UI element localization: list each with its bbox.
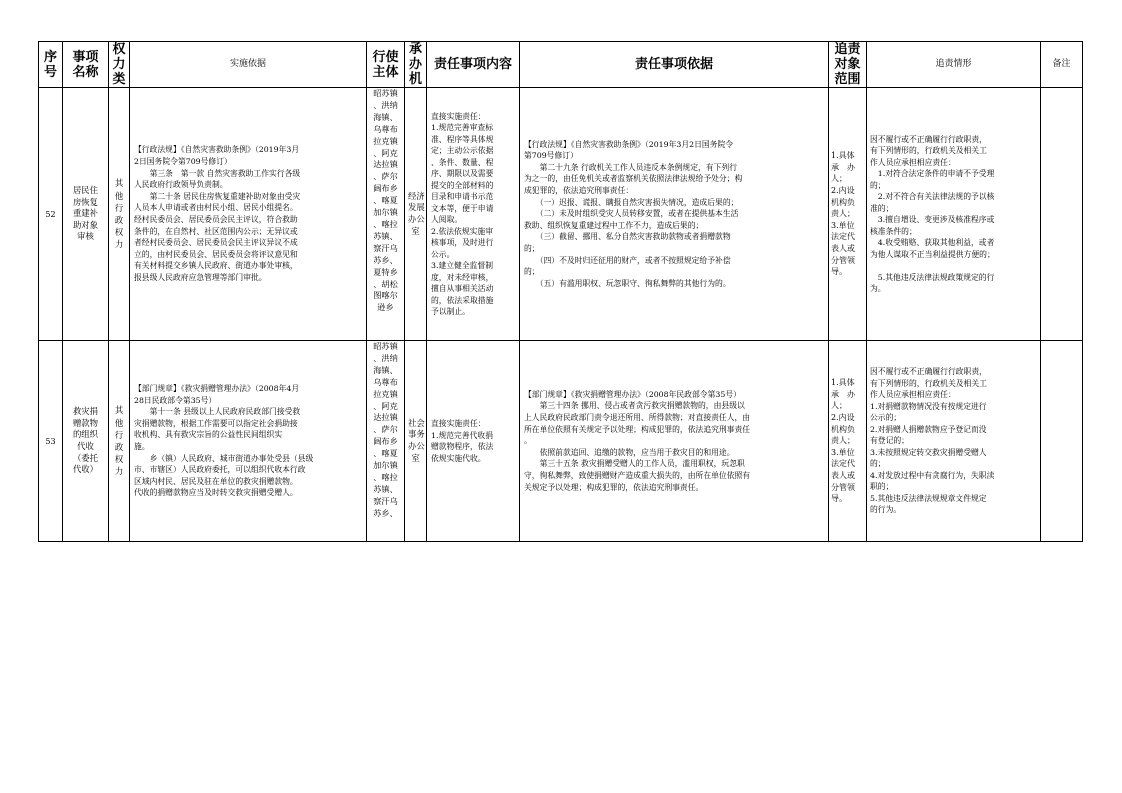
power-type-line: 政 bbox=[114, 442, 124, 452]
header-object-line: 范围 bbox=[834, 72, 861, 87]
responsibility-basis-line: 【行政法规】《自然灾害救助条例》（2019年3月2日国务院令 bbox=[524, 139, 734, 149]
accountability-cases-line: 作人员应承担相应责任： bbox=[870, 390, 956, 400]
accountability-cases-line: 的； bbox=[870, 180, 886, 190]
item-name-line: 代收 bbox=[77, 441, 94, 451]
implementation-basis-line: 收机构、具有救灾宗旨的公益性民间组织实 bbox=[134, 430, 283, 440]
accountability-cases-line: 4.对发放过程中有贪腐行为，失职渎 bbox=[870, 470, 995, 480]
responsibility-basis-line: 上人民政府民政部门责令退还所用、所得款物；对直接责任人，由 bbox=[524, 413, 751, 423]
header-no-line: 序 bbox=[43, 49, 57, 65]
accountability-object-line: 承 办 bbox=[831, 389, 855, 399]
executing-subject-line: 苏镇、 bbox=[373, 230, 398, 241]
power-type-line: 政 bbox=[114, 215, 124, 225]
implementation-basis-line: 有关材料提交乡镇人民政府、街道办事处审核， bbox=[134, 261, 298, 271]
responsibility-content-line: 赠款物程序，依法 bbox=[431, 442, 494, 451]
responsibility-basis-line: 成犯罪的，依法追究刑事责任： bbox=[524, 186, 634, 196]
implementation-basis-line: 人员本人申请或者由村民小组、居民小组提名。 bbox=[134, 203, 298, 213]
accountability-object-line: 法定代 bbox=[831, 459, 855, 469]
accountability-object-line: 3.单位 bbox=[831, 447, 855, 457]
executing-subject-line: 海镇、 bbox=[373, 111, 398, 122]
responsibility-content-line: 准、程序等具体规 bbox=[431, 134, 494, 144]
responsibility-content-cell bbox=[427, 88, 520, 341]
executing-subject-line: 乌尊布 bbox=[373, 123, 398, 134]
accountability-cases-line: 3.未按照规定转交救灾捐赠受赠人 bbox=[870, 447, 987, 457]
accountability-object-line: 1.具体 bbox=[831, 378, 855, 388]
accountability-object-line: 表人或 bbox=[831, 470, 855, 480]
handling-department-line: 室 bbox=[411, 225, 420, 236]
item-name-line: 代收） bbox=[72, 464, 99, 475]
responsibility-content-line: 3.建立健全监督制 bbox=[431, 261, 494, 270]
accountability-cases-line: 因不履行或不正确履行行政职责， bbox=[870, 134, 987, 144]
responsibility-list-sheet bbox=[38, 41, 1082, 542]
executing-subject-line: 昭苏镇 bbox=[373, 341, 398, 351]
power-type-cell bbox=[109, 341, 130, 542]
accountability-cases-line: 为。 bbox=[870, 284, 886, 293]
executing-subject-line: 、喀夏 bbox=[373, 448, 398, 459]
accountability-cases-line: 有下列情形的，行政机关及相关工 bbox=[870, 146, 987, 155]
responsibility-basis-line: 【部门规章】《救灾捐赠管理办法》（2008年民政部令第35号） bbox=[524, 389, 741, 399]
header-power-type bbox=[109, 42, 130, 88]
accountability-object-line: 机构负 bbox=[831, 197, 855, 207]
power-type-line: 权 bbox=[114, 227, 124, 238]
accountability-object-line: 责人； bbox=[831, 436, 855, 446]
accountability-cases-cell bbox=[867, 341, 1041, 542]
implementation-basis-line: 乡（镇）人民政府、城市街道办事处受县（县级 bbox=[134, 453, 314, 463]
responsibility-basis-line: 的； bbox=[524, 243, 540, 253]
accountability-cases-line: 核准条件的； bbox=[870, 226, 917, 236]
accountability-cases-line: 5.其他违反法律法规政策规定的行 bbox=[870, 272, 995, 282]
item-name-line: （委托 bbox=[72, 452, 99, 463]
power-type-line: 力 bbox=[114, 466, 124, 477]
responsibility-content-line: 公示。 bbox=[431, 249, 455, 259]
power-type-line: 其 bbox=[114, 405, 124, 416]
accountability-cases-line: 为他人谋取不正当利益提供方便的； bbox=[870, 249, 995, 259]
accountability-object-line: 法定代 bbox=[831, 232, 855, 242]
responsibility-content-line: 人阅取。 bbox=[431, 215, 463, 224]
responsibility-basis-line: 第709号修订） bbox=[524, 151, 578, 161]
item-name-line: 救灾捐 bbox=[72, 406, 99, 417]
accountability-cases-line: 5.其他违反法律法规规章文件规定 bbox=[870, 493, 987, 503]
executing-subject-line: 、萨尔 bbox=[373, 424, 398, 435]
accountability-object-cell bbox=[829, 88, 867, 341]
executing-subject-line: 察汗乌 bbox=[373, 242, 398, 253]
executing-subject-line: 、洪纳 bbox=[373, 352, 398, 363]
remark-cell bbox=[1041, 88, 1083, 341]
accountability-object-line: 1.具体 bbox=[831, 151, 855, 161]
accountability-object-line: 表人或 bbox=[831, 243, 855, 253]
accountability-object-line: 承 办 bbox=[831, 162, 855, 172]
item-name-line: 居民住 bbox=[72, 185, 99, 196]
power-type-line: 其 bbox=[114, 178, 124, 189]
executing-subject-line: 、喀拉 bbox=[373, 471, 398, 482]
power-type-line: 他 bbox=[114, 190, 124, 201]
accountability-cases-line: 准的； bbox=[870, 203, 894, 213]
remark-cell bbox=[1041, 341, 1083, 542]
item-name-cell bbox=[63, 341, 109, 542]
item-name-line: 赠款物 bbox=[72, 417, 99, 428]
implementation-basis-line: 28日民政部令第35号） bbox=[134, 395, 217, 405]
handling-department-line: 发展 bbox=[408, 202, 425, 213]
handling-department-line: 经济 bbox=[408, 190, 425, 201]
responsibility-basis-line: （一）迟报、谎报、瞒报自然灾害损失情况，造成后果的； bbox=[524, 197, 739, 207]
implementation-basis-line: 人民政府行政领导负责制。 bbox=[134, 180, 228, 190]
executing-subject-line: 、萨尔 bbox=[373, 171, 398, 182]
responsibility-content-line: 擅自从事相关活动 bbox=[431, 284, 494, 293]
power-type-line: 他 bbox=[114, 417, 124, 428]
header-resp-basis: 责任事项依据 bbox=[520, 42, 829, 88]
handling-department-cell bbox=[405, 341, 427, 542]
accountability-object-line: 机构负 bbox=[831, 424, 855, 434]
responsibility-content-line: 文本等，便于申请 bbox=[431, 203, 494, 213]
responsibility-basis-line: （二）未及时组织受灾人员转移安置，或者在提供基本生活 bbox=[524, 209, 739, 219]
responsibility-basis-line: 关规定予以处理；构成犯罪的，依法追究刑事责任。 bbox=[524, 482, 704, 492]
item-name-line: 审核 bbox=[77, 231, 94, 242]
power-type-cell bbox=[109, 88, 130, 341]
item-number-cell: 53 bbox=[39, 341, 63, 542]
responsibility-content-line: 直接实施责任： bbox=[431, 419, 486, 428]
item-name-cell bbox=[63, 88, 109, 341]
header-department bbox=[405, 42, 427, 88]
responsibility-content-line: 直接实施责任： bbox=[431, 111, 486, 121]
handling-department-line: 社会 bbox=[408, 417, 425, 428]
header-basis: 实施依据 bbox=[130, 42, 367, 88]
implementation-basis-line: 区域内村民、居民及驻在单位的救灾捐赠款物。 bbox=[134, 476, 298, 486]
executing-subject-cell bbox=[367, 341, 405, 542]
executing-subject-line: 海镇、 bbox=[373, 364, 398, 375]
implementation-basis-line: 第二十条 居民住房恢复重建补助对象由受灾 bbox=[134, 191, 301, 201]
responsibility-basis-line: 的； bbox=[524, 267, 540, 277]
header-remark: 备注 bbox=[1041, 42, 1083, 88]
responsibility-content-line: 1.规范完善代收捐 bbox=[431, 430, 494, 440]
power-type-line: 行 bbox=[114, 202, 124, 213]
responsibility-basis-line: 第三十五条 救灾捐赠受赠人的工作人员，滥用职权，玩忽职 bbox=[524, 459, 745, 469]
handling-department-line: 办公 bbox=[408, 441, 425, 451]
responsibility-content-line: 度，对未经审核， bbox=[431, 272, 494, 282]
accountability-object-line: 分管领 bbox=[831, 255, 855, 265]
handling-department-line: 事务 bbox=[408, 429, 425, 440]
accountability-object-line: 人； bbox=[831, 401, 847, 411]
accountability-cases-line: 3.擅自增设、变更涉及核准程序或 bbox=[870, 215, 995, 224]
implementation-basis-line: 【行政法规】《自然灾害救助条例》（2019年3月 bbox=[134, 145, 300, 155]
accountability-cases-line: 2.对捐赠人捐赠款物应予登记而没 bbox=[870, 424, 987, 434]
header-item-name-line: 名称 bbox=[72, 64, 99, 80]
responsibility-content-line: 定；主动公示依据 bbox=[431, 146, 494, 155]
responsibility-content-line: 依规实施代收。 bbox=[431, 453, 486, 463]
responsibility-content-line: 予以制止。 bbox=[431, 307, 470, 316]
table-row bbox=[39, 341, 1083, 542]
header-department-line: 承 bbox=[408, 42, 422, 57]
executing-subject-line: 苏乡、 bbox=[373, 254, 398, 265]
accountability-cases-line: 2.对不符合有关法律法规的予以核 bbox=[870, 192, 995, 201]
item-name-line: 重建补 bbox=[72, 208, 99, 219]
executing-subject-line: 拉克镇 bbox=[373, 135, 398, 146]
accountability-object-line: 3.单位 bbox=[831, 220, 855, 230]
responsibility-content-line: 目录和申请书示范 bbox=[431, 192, 494, 201]
implementation-basis-line: 灾捐赠款物，根据工作需要可以指定社会捐助接 bbox=[134, 418, 298, 428]
header-cases: 追责情形 bbox=[867, 42, 1041, 88]
responsibility-basis-line: 所在单位依照有关规定予以处理；构成犯罪的，依法追究刑事责任 bbox=[524, 424, 751, 434]
header-power-type-line: 类 bbox=[112, 72, 126, 87]
executing-subject-line: 阔布乡 bbox=[373, 183, 398, 194]
responsibility-content-line: 1.规范完善审查标 bbox=[431, 123, 494, 132]
accountability-cases-line: 有登记的； bbox=[870, 436, 909, 446]
responsibility-basis-line: 救助、组织恢复重建过程中工作不力，造成后果的； bbox=[524, 220, 704, 230]
accountability-cases-line: 公示的； bbox=[870, 413, 902, 423]
responsibility-content-line: 提交的全部材料的 bbox=[431, 180, 494, 190]
implementation-basis-line: 代收的捐赠款物应当及时转交救灾捐赠受赠人。 bbox=[134, 488, 298, 498]
implementation-basis-line: 【部门规章】《救灾捐赠管理办法》（2008年4月 bbox=[134, 384, 300, 394]
implementation-basis-line: 立的，由村民委员会、居民委员会将评议意见和 bbox=[134, 249, 298, 259]
header-power-type-line: 权力 bbox=[112, 42, 126, 72]
header-subject-line: 主体 bbox=[372, 64, 399, 80]
header-subject bbox=[367, 42, 405, 88]
implementation-basis-line: 条件的，在自然村、社区范围内公示；无异议或 bbox=[134, 226, 298, 236]
header-no bbox=[39, 42, 63, 88]
accountability-cases-line: 4.收受贿赂、获取其他利益，或者 bbox=[870, 238, 995, 247]
accountability-object-line: 分管领 bbox=[831, 482, 855, 492]
accountability-object-line: 责人； bbox=[831, 209, 855, 219]
header-object-line: 对象 bbox=[834, 57, 861, 72]
header-department-line: 办 bbox=[408, 57, 422, 72]
responsibility-basis-line: 守，徇私舞弊，致使捐赠财产造成重大损失的，由所在单位依照有 bbox=[524, 470, 751, 480]
accountability-cases-line: 的； bbox=[870, 459, 886, 469]
implementation-basis-line: 经村民委员会、居民委员会民主评议，符合救助 bbox=[134, 215, 298, 224]
executing-subject-line: 加尔镇 bbox=[373, 460, 398, 471]
implementation-basis-line: 者经村民委员会、居民委员会民主评议异议不成 bbox=[134, 238, 298, 248]
responsibility-basis-line: 为之一的，由任免机关或者监察机关依照法律法规给予处分；构 bbox=[524, 174, 743, 184]
accountability-cases-line: 1.对符合法定条件的申请不予受理 bbox=[870, 169, 995, 178]
header-row bbox=[39, 42, 1083, 88]
implementation-basis-line: 第十一条 县级以上人民政府民政部门接受救 bbox=[134, 407, 301, 417]
executing-subject-line: 、喀夏 bbox=[373, 195, 398, 206]
responsibility-content-line: 、条件、数量、程 bbox=[431, 157, 494, 167]
executing-subject-line: 阔布乡 bbox=[373, 436, 398, 447]
responsibility-content-line: 核事项，及时进行 bbox=[431, 238, 494, 247]
implementation-basis-line: 报县级人民政府应急管理等部门审批。 bbox=[134, 272, 267, 282]
accountability-cases-line: 有下列情形的，行政机关及相关工 bbox=[870, 378, 987, 388]
executing-subject-line: 图喀尔 bbox=[373, 290, 398, 301]
executing-subject-line: 拉克镇 bbox=[373, 388, 398, 399]
item-name-line: 的组织 bbox=[72, 429, 99, 440]
executing-subject-line: 、喀拉 bbox=[373, 218, 398, 229]
executing-subject-line: 苏镇、 bbox=[373, 483, 398, 494]
accountability-object-line: 2.内设 bbox=[831, 413, 855, 423]
item-name-line: 房恢复 bbox=[72, 196, 99, 207]
executing-subject-line: 达拉镇 bbox=[373, 159, 398, 170]
executing-subject-line: 、阿克 bbox=[373, 400, 398, 411]
responsibility-basis-line: 第三十四条 挪用、侵占或者贪污救灾捐赠款物的，由县级以 bbox=[524, 401, 745, 411]
header-object-line: 追责 bbox=[834, 42, 861, 57]
accountability-object-line: 人； bbox=[831, 174, 847, 184]
accountability-cases-line: 因不履行或不正确履行行政职责， bbox=[870, 367, 987, 377]
accountability-cases-line: 作人员应承担相应责任： bbox=[870, 157, 956, 167]
executing-subject-cell bbox=[367, 88, 405, 341]
implementation-basis-line: 2日国务院令第709号修订） bbox=[134, 157, 232, 167]
accountability-cases-line: 职的； bbox=[870, 482, 894, 492]
implementation-basis-line: 施。 bbox=[134, 442, 150, 451]
executing-subject-line: 、阿克 bbox=[373, 147, 398, 158]
executing-subject-line: 苏乡、 bbox=[373, 507, 398, 518]
responsibility-basis-cell bbox=[520, 88, 829, 341]
executing-subject-line: 昭苏镇 bbox=[373, 88, 398, 98]
handling-department-cell bbox=[405, 88, 427, 341]
executing-subject-line: 察汗乌 bbox=[373, 495, 398, 506]
header-item-name bbox=[63, 42, 109, 88]
header-resp-content: 责任事项内容 bbox=[427, 42, 520, 88]
header-object bbox=[829, 42, 867, 88]
header-item-name-line: 事项 bbox=[72, 49, 99, 65]
implementation-basis-line: 第三条 第一款 自然灾害救助工作实行各级 bbox=[134, 168, 301, 178]
responsibility-table bbox=[38, 41, 1083, 542]
responsibility-content-line: 序、期限以及需要 bbox=[431, 169, 494, 178]
accountability-object-line: 2.内设 bbox=[831, 186, 855, 196]
executing-subject-line: 加尔镇 bbox=[373, 207, 398, 218]
executing-subject-line: 达拉镇 bbox=[373, 412, 398, 423]
responsibility-basis-line: 。 bbox=[524, 436, 532, 446]
executing-subject-line: 、洪纳 bbox=[373, 99, 398, 110]
implementation-basis-cell bbox=[130, 88, 367, 341]
implementation-basis-line: 市、市辖区）人民政府委托，可以组织代收本行政 bbox=[134, 465, 306, 475]
table-row bbox=[39, 88, 1083, 341]
executing-subject-line: 逊乡 bbox=[377, 302, 394, 313]
accountability-object-line: 导。 bbox=[831, 494, 847, 504]
responsibility-basis-line: （四）不及时归还征用的财产，或者不按照规定给予补偿 bbox=[524, 255, 731, 265]
responsibility-basis-line: （五）有滥用职权、玩忽职守、徇私舞弊的其他行为的。 bbox=[524, 278, 731, 288]
executing-subject-line: 夏特乡 bbox=[373, 266, 398, 277]
accountability-cases-line: 1.对捐赠款物情况没有按规定进行 bbox=[870, 401, 987, 411]
responsibility-basis-line: 依照前款追回、追缴的款物，应当用于救灾目的和用途。 bbox=[524, 447, 735, 457]
header-department-line: 机 bbox=[408, 72, 422, 87]
executing-subject-line: 、胡松 bbox=[373, 278, 398, 289]
responsibility-basis-line: 第二十九条 行政机关工作人员违反本条例规定，有下列行 bbox=[524, 162, 737, 172]
header-no-line: 号 bbox=[43, 64, 57, 80]
responsibility-basis-line: （三）截留、挪用、私分自然灾害救助款物或者捐赠款物 bbox=[524, 232, 731, 242]
handling-department-line: 办公 bbox=[408, 214, 425, 224]
power-type-line: 权 bbox=[114, 454, 124, 465]
accountability-cases-cell bbox=[867, 88, 1041, 341]
power-type-line: 行 bbox=[114, 429, 124, 440]
responsibility-basis-cell bbox=[520, 341, 829, 542]
responsibility-content-line: 2.依法依规实施审 bbox=[431, 226, 494, 236]
header-subject-line: 行使 bbox=[372, 49, 399, 65]
responsibility-content-line: 的，依法采取措施 bbox=[431, 295, 494, 305]
accountability-object-cell bbox=[829, 341, 867, 542]
item-name-line: 助对象 bbox=[72, 219, 99, 230]
accountability-object-line: 导。 bbox=[831, 267, 847, 277]
executing-subject-line: 乌尊布 bbox=[373, 376, 398, 387]
responsibility-content-cell bbox=[427, 341, 520, 542]
power-type-line: 力 bbox=[114, 239, 124, 250]
implementation-basis-cell bbox=[130, 341, 367, 542]
accountability-cases-line: 的行为。 bbox=[870, 505, 902, 515]
item-number-cell: 52 bbox=[39, 88, 63, 341]
accountability-cases-line bbox=[870, 260, 1037, 272]
handling-department-line: 室 bbox=[411, 452, 420, 463]
